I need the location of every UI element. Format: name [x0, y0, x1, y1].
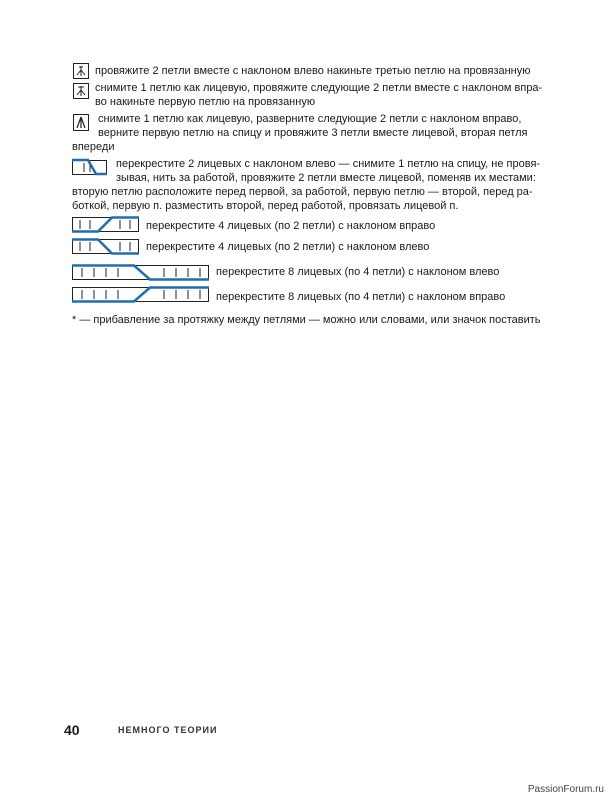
note-text: * — прибавление за протяжку между петлями — можно или словами, или значок поставить	[72, 314, 541, 326]
cross-4-left-icon	[72, 236, 142, 258]
entry-text: перекрестите 2 лицевых с наклоном влево — снимите 1 петлю на спицу, не провя-	[116, 158, 541, 170]
entry-text-cont: боткой, первую п. разместить второй, перед работой, провязать лицевой п.	[72, 200, 459, 212]
slip-k2tog-pass-icon	[73, 83, 89, 99]
cross-2-left-icon	[72, 157, 108, 177]
entry-text-cont: во накиньте первую петлю на провязанную	[95, 96, 316, 108]
entry-text: перекрестите 8 лицевых (по 4 петли) с наклоном влево	[216, 266, 500, 278]
section-title: НЕМНОГО ТЕОРИИ	[118, 725, 218, 735]
entry-text: снимите 1 петлю как лицевую, разверните следующие 2 петли с наклоном вправо,	[98, 113, 522, 125]
watermark: PassionForum.ru	[527, 784, 604, 795]
entry-text-cont: вторую петлю расположите перед первой, за работой, первую петлю — второй, перед ра-	[72, 186, 533, 198]
page-number: 40	[64, 722, 80, 738]
entry-text: снимите 1 петлю как лицевую, провяжите следующие 2 петли вместе с наклоном впра-	[95, 82, 543, 94]
entry-text-cont: зывая, нить за работой, провяжите 2 петли вместе лицевой, поменяв их местами:	[116, 172, 536, 184]
entry-text: перекрестите 4 лицевых (по 2 петли) с наклоном влево	[146, 241, 430, 253]
entry-text-cont: верните первую петлю на спицу и провяжите 3 петли вместе лицевой, вторая петля	[98, 127, 528, 139]
cross-4-right-icon	[72, 214, 142, 236]
k3tog-center-icon	[73, 114, 89, 131]
entry-text: перекрестите 4 лицевых (по 2 петли) с наклоном вправо	[146, 220, 436, 232]
entry-text-cont: впереди	[72, 141, 115, 153]
cross-8-left-icon	[72, 262, 212, 284]
entry-text: провяжите 2 петли вместе с наклоном влево накиньте третью петлю на провязанную	[95, 65, 531, 77]
cross-8-right-icon	[72, 284, 212, 306]
entry-text: перекрестите 8 лицевых (по 4 петли) с наклоном вправо	[216, 291, 506, 303]
k2tog-left-pass-third-icon	[73, 63, 89, 79]
